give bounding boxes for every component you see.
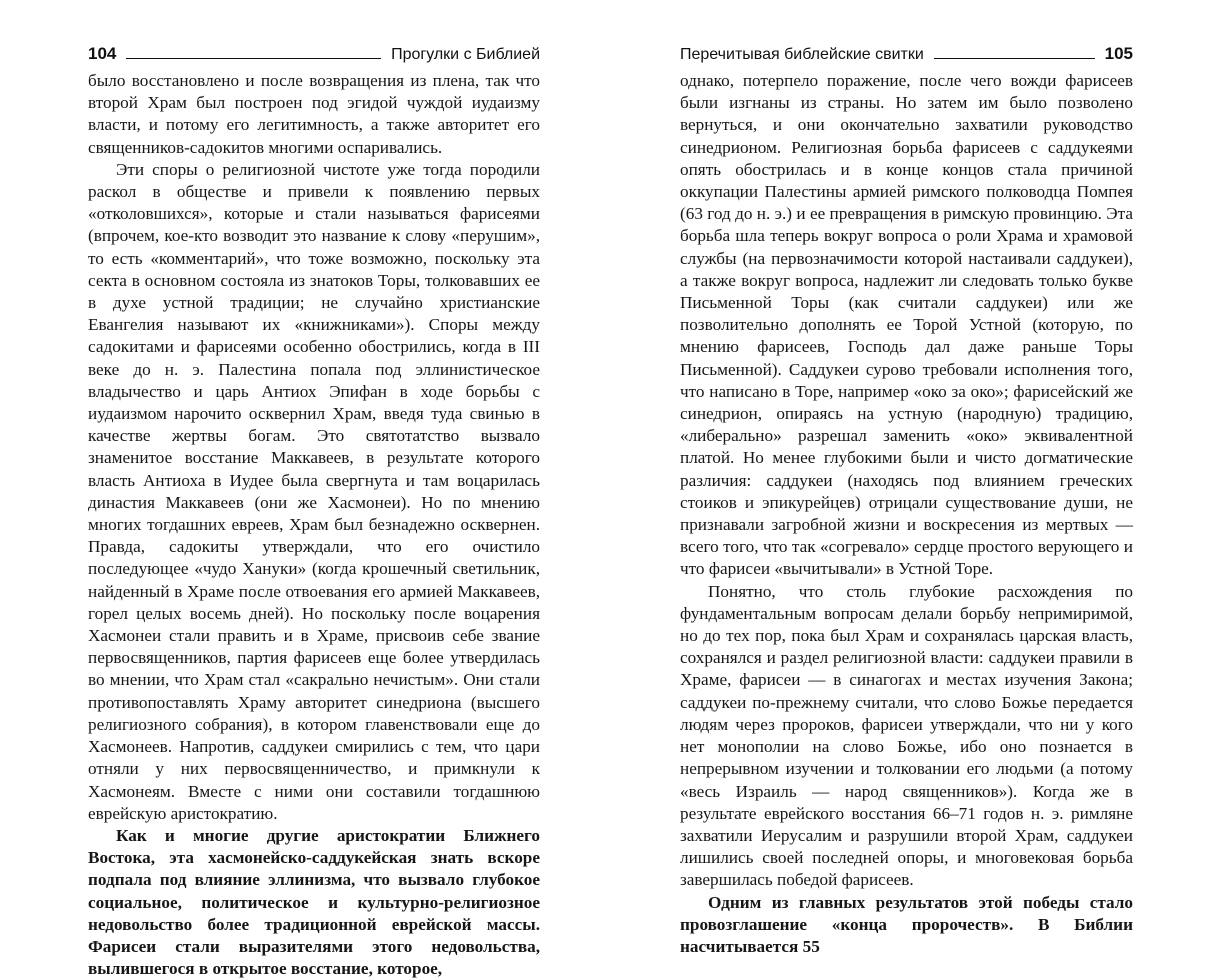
paragraph: Как и многие другие аристократии Ближнего Востока, эта хасмонейско-саддукейская знать вскоре подпала под влияние эллинизма, что вызвало глубокое социальное, политическое и культурно-религиозное недовольство более традиционной еврейской массы. Фарисеи стали выразителями этого недовольства, вылившегося в открытое восстание, которое, xyxy=(88,825,540,979)
paragraph: Эти споры о религиозной чистоте уже тогда породили раскол в обществе и привели к появлению первых «отколовшихся», которые и стали называться фарисеями (впрочем, кое-кто возводит это название к слову «перушим», то есть «комментарий», что тоже возможно, поскольку эта секта в основном состояла из знатоков Торы, толковавших ее в духе устной традиции; не случайно христианские Евангелия называют их «книжниками»). Споры между садокитами и фарисеями особенно обострились, когда в III веке до н. э. Палестина попала под эллинистическое владычество и царь Антиох Эпифан в ходе борьбы с иудаизмом нарочито осквернил Храм, введя туда свинью в качестве жертвы богам. Это святотатство вызвало знаменитое восстание Маккавеев, в результате которого власть Антиоха в Иудее была свергнута и там воцарилась династия Маккавеев (они же Хасмонеи). Но по мнению многих тогдашних евреев, Храм был безнадежно осквернен. Правда, садокиты утверждали, что его очистило последующее «чудо Хануки» (когда крошечный светильник, найденный в Храме после отвоевания его армией Маккавеев, горел целых восемь дней). Но поскольку после воцарения Хасмонеи стали править и в Храме, присвоив себе звание первосвященников, партия фарисеев еще более утвердилась во мнении, что Храм стал «сакрально нечистым». Они стали противопоставлять Храму авторитет синедриона (высшего религиозного собрания), в котором главенствовали еще до Хасмонеев. Напротив, саддукеи смирились с тем, что цари отняли у них первосвященничество, и примкнули к Хасмонеям. Вместе с ними они составили тогдашнюю еврейскую аристократию. xyxy=(88,159,540,823)
page-number-right: 105 xyxy=(1104,44,1133,63)
right-page xyxy=(612,0,1213,956)
running-title-left: Прогулки с Библией xyxy=(391,46,540,63)
paragraph: однако, потерпело поражение, после чего вожди фарисеев были изгнаны из страны. Но затем им было позволено вернуться, и они окончательно захватили руководство синедрионом. Религиозная борьба фарисеев с саддукеями опять обострилась и в конце концов стала причиной оккупации Палестины армией римского полководца Помпея (63 год до н. э.) и ее превращения в римскую провинцию. Эта борьба шла теперь вокруг вопроса о роли Храма и храмовой службы (на первозначимости которой настаивали саддукеи), а также вокруг вопроса, надлежит ли следовать только букве Письменной Торы (как считали саддукеи) или же позволительно дополнять ее Торой Устной (которую, по мнению фарисеев, Господь дал даже раньше Торы Письменной). Саддукеи сурово требовали исполнения того, что написано в Торе, например «око за око»; фарисейский же синедрион, опираясь на устную (народную) традицию, «либерально» разрешал заменить «око» эквивалентной платой. Но менее глубокими были и чисто догматические различия: саддукеи (находясь под влиянием греческих стоиков и эпикурейцев) отрицали существование души, не признавали загробной жизни и воскресения из мертвых — всего того, что так «согревало» сердце простого верующего и что фарисеи «вычитывали» в Устной Торе. xyxy=(680,71,1133,579)
right-body-text xyxy=(680,70,1133,958)
page-number-left: 104 xyxy=(88,44,117,63)
paragraph: было восстановлено и после возвращения из плена, так что второй Храм был построен под эгидой чуждой иудаизму власти, и потому его легитимность, а также авторитет его священников-садокитов многими оспаривались. xyxy=(88,71,540,157)
left-body-text xyxy=(88,70,540,980)
paragraph: Понятно, что столь глубокие расхождения по фундаментальным вопросам делали борьбу непримиримой, но до тех пор, пока был Храм и сохранялась царская власть, сохранялся и раздел религиозной власти: саддукеи правили в Храме, фарисеи — в синагогах и местах изучения Закона; саддукеи по-прежнему считали, что слово Божье передается людям через пророков, фарисеи утверждали, что ни у кого нет монополии на слово Божье, ибо оно познается в непрерывном изучении и толковании его людьми (а потому «весь Израиль — народ священников»). Когда же в результате еврейского восстания 66–71 годов н. э. римляне захватили Иерусалим и разрушили второй Храм, саддукеи лишились своей последней опоры, и многовековая борьба завершилась победой фарисеев. xyxy=(680,581,1133,890)
right-running-head xyxy=(680,38,1133,64)
running-title-right: Перечитывая библейские свитки xyxy=(680,46,924,63)
paragraph: Одним из главных результатов этой победы стало провозглашение «конца пророчеств». В Библии насчитывается 55 xyxy=(680,892,1133,956)
header-rule-left xyxy=(126,58,381,59)
left-running-head xyxy=(88,38,540,64)
header-rule-right xyxy=(934,58,1095,59)
